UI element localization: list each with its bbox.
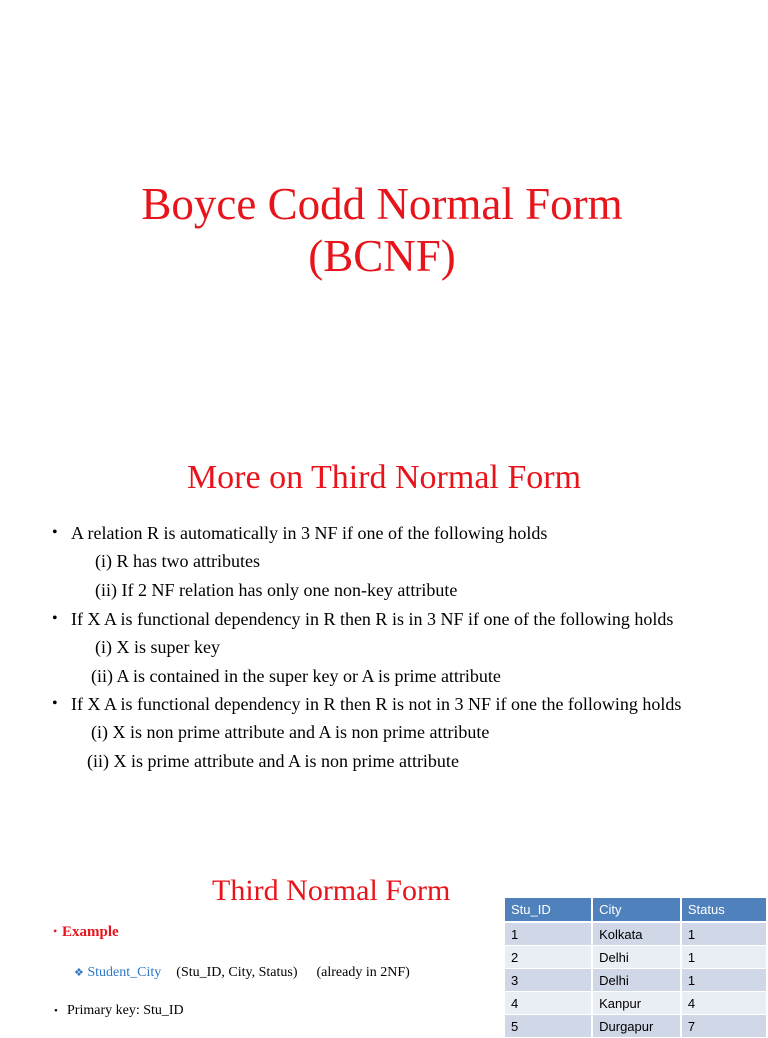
cell-stu-id: 3 (505, 969, 592, 992)
slide3-title: Third Normal Form (212, 874, 451, 907)
table-row (505, 922, 767, 946)
slide1-title (0, 178, 764, 282)
bullet-dot: • (52, 610, 58, 627)
cell-status: 7 (681, 1015, 767, 1038)
cell-city: Delhi (592, 946, 681, 969)
header-status: Status (681, 898, 767, 922)
relation-line (74, 964, 410, 982)
primary-key-line: Primary key: Stu_ID (67, 1003, 184, 1018)
sub-line-6: (ii) X is prime attribute and A is non prime attribute (87, 751, 459, 771)
cell-status: 4 (681, 992, 767, 1015)
bullet-dot: • (52, 524, 58, 541)
cell-stu-id: 1 (505, 922, 592, 946)
cell-city: Durgapur (592, 1015, 681, 1038)
header-city: City (592, 898, 681, 922)
relation-note: (already in 2NF) (316, 965, 410, 980)
example-bullet: • (53, 924, 58, 938)
slide2-title: More on Third Normal Form (186, 459, 582, 496)
cell-stu-id: 2 (505, 946, 592, 969)
sub-line-2: (ii) If 2 NF relation has only one non-key attribute (95, 580, 458, 600)
diamond-bullet-icon: ❖ (74, 967, 84, 979)
header-stu-id: Stu_ID (505, 898, 592, 922)
example-label: Example (62, 924, 119, 940)
bullet-dot: • (52, 695, 58, 712)
slide1-title-line2: (BCNF) (308, 231, 456, 281)
cell-status: 1 (681, 969, 767, 992)
cell-status: 1 (681, 922, 767, 946)
table-row (505, 969, 767, 992)
student-city-table (505, 898, 768, 1038)
cell-status: 1 (681, 946, 767, 969)
bullet-line-3: If X A is functional dependency in R then R is not in 3 NF if one the following holds (71, 694, 682, 714)
relation-attributes: (Stu_ID, City, Status) (176, 965, 298, 980)
cell-stu-id: 4 (505, 992, 592, 1015)
table-row (505, 992, 767, 1015)
table-row (505, 946, 767, 969)
relation-name: Student_City (87, 965, 162, 980)
cell-city: Delhi (592, 969, 681, 992)
sub-line-4: (ii) A is contained in the super key or A is prime attribute (91, 666, 501, 686)
cell-city: Kanpur (592, 992, 681, 1015)
cell-city: Kolkata (592, 922, 681, 946)
bullet-line-1: A relation R is automatically in 3 NF if one of the following holds (71, 523, 548, 543)
cell-stu-id: 5 (505, 1015, 592, 1038)
slide1-title-line1: Boyce Codd Normal Form (141, 179, 623, 229)
sub-line-5: (i) X is non prime attribute and A is non prime attribute (91, 722, 490, 742)
table-header-row (505, 898, 767, 922)
sub-line-1: (i) R has two attributes (95, 551, 260, 571)
sub-line-3: (i) X is super key (95, 637, 220, 657)
bullet-line-2: If X A is functional dependency in R then R is in 3 NF if one of the following holds (71, 609, 674, 629)
table-row (505, 1015, 767, 1038)
primary-key-bullet: • (54, 1005, 58, 1017)
